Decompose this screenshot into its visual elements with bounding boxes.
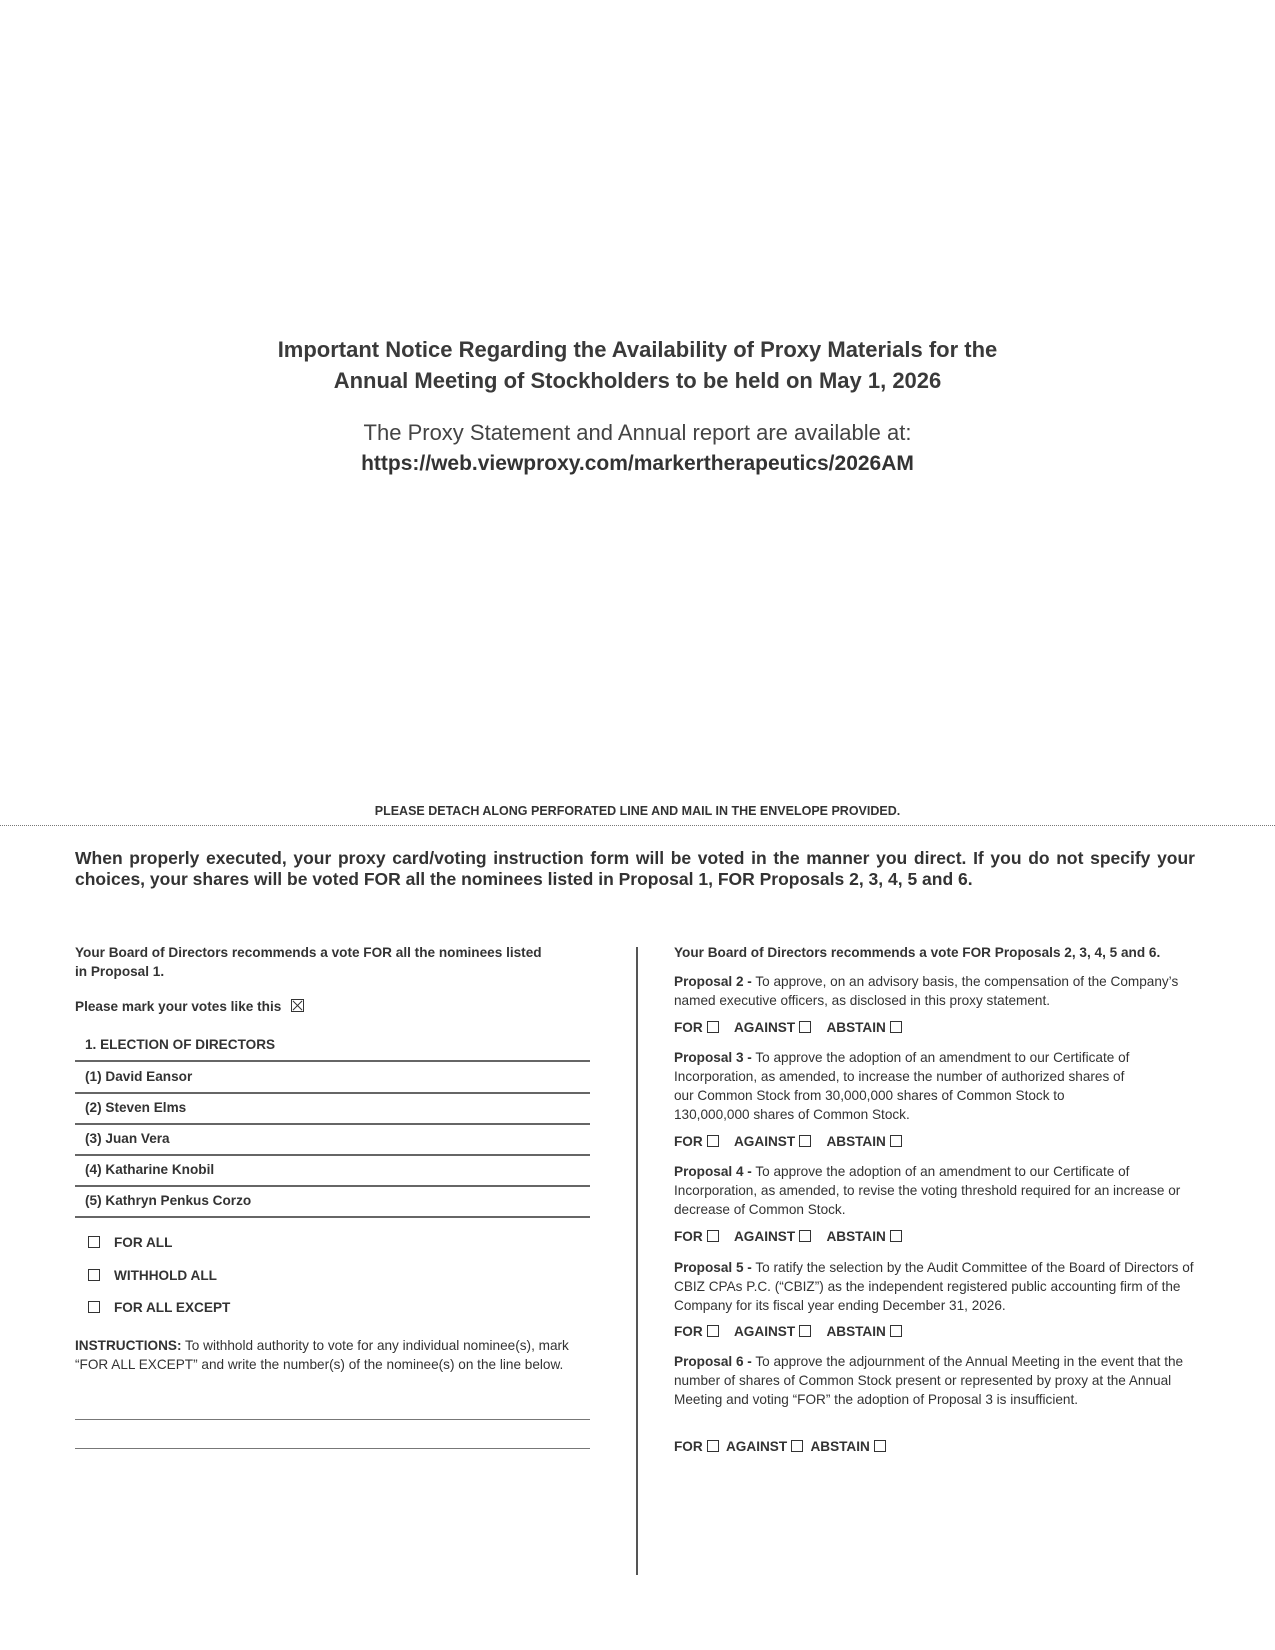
checkbox-icon[interactable] <box>799 1230 811 1242</box>
nominee-name: (5) Kathryn Penkus Corzo <box>85 1193 252 1208</box>
nominee-row <box>75 1062 590 1094</box>
vote-for[interactable] <box>674 1134 719 1149</box>
vote-label: FOR <box>674 1134 703 1149</box>
vote-abstain[interactable] <box>810 1439 885 1454</box>
checked-box-icon <box>291 999 304 1012</box>
vote-for[interactable] <box>674 1229 719 1244</box>
notice-title-line2: Annual Meeting of Stockholders to be held on May 1, 2026 <box>333 368 942 393</box>
proposal-2 <box>674 972 1209 1010</box>
election-header-text: 1. ELECTION OF DIRECTORS <box>85 1037 276 1052</box>
checkbox-icon[interactable] <box>707 1135 719 1147</box>
vote-label: AGAINST <box>733 1134 796 1149</box>
checkbox-icon[interactable] <box>88 1236 100 1248</box>
option-label: WITHHOLD ALL <box>114 1268 217 1283</box>
left-recommendation: Your Board of Directors recommends a vote FOR all the nominees listed in Proposal 1. <box>75 945 542 979</box>
vote-label: ABSTAIN <box>826 1324 886 1339</box>
proposal-label: Proposal 3 - <box>674 1050 752 1065</box>
checkbox-icon[interactable] <box>890 1230 902 1242</box>
nominee-row <box>75 1186 590 1218</box>
proposal-label: Proposal 6 - <box>674 1354 752 1369</box>
checkbox-icon[interactable] <box>890 1325 902 1337</box>
nominee-row <box>75 1124 590 1156</box>
notice-title <box>0 334 1275 396</box>
option-for-all-except[interactable] <box>88 1300 230 1315</box>
vote-against[interactable] <box>726 1439 803 1454</box>
proposal-label: Proposal 4 - <box>674 1164 752 1179</box>
instructions-text: To withhold authority to vote for any individual nominee(s), mark “FOR ALL EXCEPT” and write the number(s) of the nominee(s) on the line below. <box>75 1338 569 1372</box>
vote-abstain[interactable] <box>826 1020 901 1035</box>
proposal-text: To approve, on an advisory basis, the compensation of the Company’s named executive officers, as disclosed in this proxy statement. <box>674 974 1179 1008</box>
nominee-exception-line[interactable] <box>75 1448 590 1449</box>
notice-availability <box>0 417 1275 479</box>
instructions <box>75 1336 590 1374</box>
vote-label: FOR <box>674 1020 703 1035</box>
vote-abstain[interactable] <box>826 1229 901 1244</box>
vote-label: AGAINST <box>733 1020 796 1035</box>
nominee-row <box>75 1155 590 1187</box>
vote-label: AGAINST <box>733 1229 796 1244</box>
vote-label: ABSTAIN <box>826 1229 886 1244</box>
option-label: FOR ALL EXCEPT <box>114 1300 231 1315</box>
vote-against[interactable] <box>734 1020 811 1035</box>
proposal-3-votes <box>674 1134 1209 1149</box>
perforated-line <box>0 825 1275 826</box>
proposal-2-votes <box>674 1020 1209 1035</box>
checkbox-icon[interactable] <box>707 1021 719 1033</box>
vote-for[interactable] <box>674 1020 719 1035</box>
checkbox-icon[interactable] <box>890 1021 902 1033</box>
column-divider <box>636 947 638 1575</box>
option-for-all[interactable] <box>88 1235 172 1250</box>
checkbox-icon[interactable] <box>799 1135 811 1147</box>
intro-paragraph: When properly executed, your proxy card/voting instruction form will be voted in the manner you direct. If you do not specify your choices, your shares will be voted FOR all the nominees listed in Proposal 1, FOR Proposals 2, 3, 4, 5 and 6. <box>75 848 1195 889</box>
vote-label: FOR <box>674 1229 703 1244</box>
nominee-exception-line[interactable] <box>75 1419 590 1420</box>
vote-for[interactable] <box>674 1324 719 1339</box>
proposal-text: To approve the adoption of an amendment to our Certificate of Incorporation, as amended, to increase the number of authorized shares of our Common Stock from 30,000,000 shares of Common Stock to 130,000,000 shares of Common Stock. <box>674 1050 1130 1122</box>
proposal-5-votes <box>674 1324 1209 1339</box>
checkbox-icon[interactable] <box>707 1325 719 1337</box>
proposal-text: To approve the adjournment of the Annual Meeting in the event that the number of shares of Common Stock present or represented by proxy at the Annual Meeting and voting “FOR” the adoption of Proposal 3 is insufficient. <box>674 1354 1184 1407</box>
vote-against[interactable] <box>734 1229 811 1244</box>
detach-instruction: PLEASE DETACH ALONG PERFORATED LINE AND MAIL IN THE ENVELOPE PROVIDED. <box>374 804 901 818</box>
checkbox-icon[interactable] <box>88 1269 100 1281</box>
election-header <box>75 1030 590 1062</box>
option-withhold-all[interactable] <box>88 1268 217 1283</box>
proposal-6 <box>674 1352 1209 1409</box>
vote-label: ABSTAIN <box>826 1134 886 1149</box>
vote-against[interactable] <box>734 1134 811 1149</box>
proposal-text: To approve the adoption of an amendment to our Certificate of Incorporation, as amended, to revise the voting threshold required for an increase or decrease of Common Stock. <box>674 1164 1181 1217</box>
vote-label: AGAINST <box>725 1439 788 1454</box>
proxy-url[interactable]: https://web.viewproxy.com/markertherapeutics/2026AM <box>361 452 914 475</box>
checkbox-icon[interactable] <box>874 1440 886 1452</box>
proposal-5 <box>674 1258 1209 1315</box>
vote-label: FOR <box>674 1324 703 1339</box>
checkbox-icon[interactable] <box>791 1440 803 1452</box>
nominee-name: (1) David Eansor <box>85 1069 193 1084</box>
vote-against[interactable] <box>734 1324 811 1339</box>
nominee-name: (2) Steven Elms <box>85 1100 187 1115</box>
vote-abstain[interactable] <box>826 1134 901 1149</box>
vote-label: AGAINST <box>733 1324 796 1339</box>
nominee-name: (4) Katharine Knobil <box>85 1162 215 1177</box>
vote-label: ABSTAIN <box>826 1020 886 1035</box>
proposal-6-votes <box>674 1439 1209 1454</box>
vote-label: FOR <box>674 1439 703 1454</box>
vote-label: ABSTAIN <box>810 1439 870 1454</box>
nominee-name: (3) Juan Vera <box>85 1131 170 1146</box>
checkbox-icon[interactable] <box>88 1301 100 1313</box>
nominee-row <box>75 1093 590 1125</box>
checkbox-icon[interactable] <box>890 1135 902 1147</box>
mark-example-text: Please mark your votes like this <box>75 999 282 1014</box>
proposal-4 <box>674 1162 1209 1219</box>
instructions-label: INSTRUCTIONS: <box>75 1338 182 1353</box>
proposal-4-votes <box>674 1229 1209 1244</box>
availability-text: The Proxy Statement and Annual report are available at: <box>363 420 912 445</box>
checkbox-icon[interactable] <box>707 1440 719 1452</box>
proposal-label: Proposal 2 - <box>674 974 752 989</box>
checkbox-icon[interactable] <box>799 1325 811 1337</box>
proposal-text: To ratify the selection by the Audit Committee of the Board of Directors of CBIZ CPAs P.C. (“CBIZ”) as the independent registered public accounting firm of the Company for its fiscal year ending December 31, 2026. <box>674 1260 1194 1313</box>
checkbox-icon[interactable] <box>799 1021 811 1033</box>
vote-abstain[interactable] <box>826 1324 901 1339</box>
mark-example <box>75 997 595 1016</box>
notice-title-line1: Important Notice Regarding the Availability of Proxy Materials for the <box>277 337 998 362</box>
proposal-3 <box>674 1048 1134 1124</box>
vote-for[interactable] <box>674 1439 719 1454</box>
right-recommendation: Your Board of Directors recommends a vote FOR Proposals 2, 3, 4, 5 and 6. <box>674 945 1161 960</box>
checkbox-icon[interactable] <box>707 1230 719 1242</box>
option-label: FOR ALL <box>114 1235 173 1250</box>
proposal-label: Proposal 5 - <box>674 1260 752 1275</box>
